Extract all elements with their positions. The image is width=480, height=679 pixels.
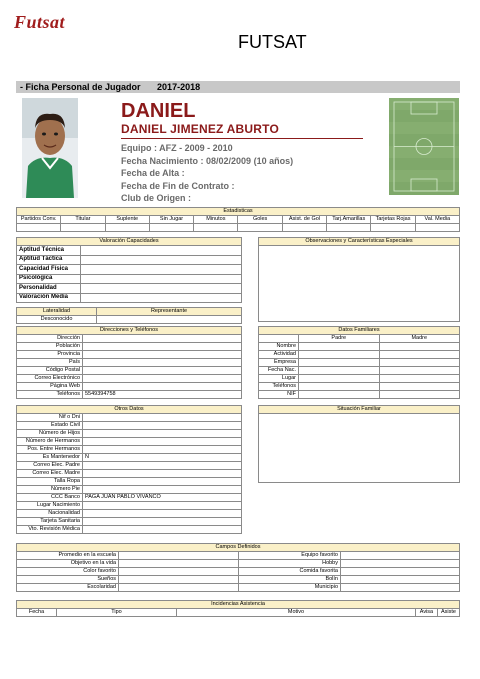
- otros-label: Nacionalidad: [17, 510, 83, 518]
- valoracion-label: Valoración Media: [17, 293, 81, 303]
- otros-label: Es Mantenedor: [17, 454, 83, 462]
- direccion-label: Población: [17, 343, 83, 351]
- direccion-value: [83, 359, 242, 367]
- otros-value: [83, 470, 242, 478]
- otros-label: Tarjeta Sanitaria: [17, 518, 83, 526]
- campo-label: Promedio en la escuela: [17, 552, 119, 560]
- valoracion-label: Psicológica: [17, 274, 81, 284]
- familiar-label: NIF: [259, 391, 299, 399]
- representante-value: [97, 316, 242, 324]
- stat-cell: [238, 224, 282, 232]
- sheet-title-bar: [16, 81, 460, 93]
- direccion-value: [83, 367, 242, 375]
- direcciones-table: [16, 326, 242, 399]
- incidencias-title: Incidencias Asistencia: [17, 601, 460, 609]
- estadisticas-header-row: [17, 216, 460, 224]
- situacion-title: Situación Familiar: [259, 406, 460, 414]
- campo-value: [341, 552, 460, 560]
- valoracion-label: Aptitud Técnica: [17, 246, 81, 256]
- otros-value: [83, 478, 242, 486]
- campo-value: [119, 552, 239, 560]
- familiares-table: [258, 326, 460, 399]
- direccion-value: [83, 335, 242, 343]
- otros-value: [83, 510, 242, 518]
- birthdate-text: Fecha Nacimiento : 08/02/2009 (10 años): [121, 156, 294, 166]
- player-first-name: DANIEL: [121, 100, 196, 122]
- app-title: FUTSAT: [238, 32, 307, 52]
- observaciones-title: Observaciones y Características Especiales: [259, 238, 460, 246]
- valoracion-label: Personalidad: [17, 284, 81, 294]
- otros-value: N: [83, 454, 242, 462]
- otros-value: [83, 462, 242, 470]
- otros-label: Correo Elec. Madre: [17, 470, 83, 478]
- otros-label: Estado Civil: [17, 422, 83, 430]
- otros-value: [83, 518, 242, 526]
- column-header: Tarjetas Rojas: [371, 216, 415, 224]
- campo-label: Equipo favorito: [239, 552, 341, 560]
- campo-value: [119, 560, 239, 568]
- stat-cell: [105, 224, 149, 232]
- familiar-label: Teléfonos: [259, 383, 299, 391]
- column-header: Asiste: [437, 609, 459, 617]
- padre-value: [299, 391, 380, 399]
- otros-label: Pos. Entre Hermanos: [17, 446, 83, 454]
- direccion-label: Código Postal: [17, 367, 83, 375]
- otros-value: PAGA JUAN PABLO VIVANCO: [83, 494, 242, 502]
- campo-value: [119, 576, 239, 584]
- madre-value: [379, 375, 460, 383]
- campo-label: Comida favorita: [239, 568, 341, 576]
- valoracion-value: [81, 265, 242, 275]
- otros-label: Número de Hermanos: [17, 438, 83, 446]
- madre-value: [379, 367, 460, 375]
- valoracion-value: [81, 293, 242, 303]
- familiar-label: Actividad: [259, 351, 299, 359]
- campo-value: [119, 584, 239, 592]
- valoracion-value: [81, 255, 242, 265]
- sheet-title: - Ficha Personal de Jugador: [20, 82, 141, 92]
- column-header: Tipo: [57, 609, 177, 617]
- estadisticas-table: [16, 207, 460, 232]
- valoracion-table: [16, 237, 242, 303]
- observaciones-table: [258, 237, 460, 322]
- column-header: Goles: [238, 216, 282, 224]
- direccion-label: Dirección: [17, 335, 83, 343]
- otros-datos-table: [16, 405, 242, 534]
- padre-header: Padre: [299, 335, 380, 343]
- stat-cell: [327, 224, 371, 232]
- madre-value: [379, 383, 460, 391]
- estadisticas-value-row: [17, 224, 460, 232]
- familiar-label: Empresa: [259, 359, 299, 367]
- otros-value: [83, 414, 242, 422]
- otros-label: Lugar Nacimiento: [17, 502, 83, 510]
- direccion-label: Correo Electrónico: [17, 375, 83, 383]
- valoracion-title: Valoración Capacidades: [17, 238, 242, 246]
- equipo-text: Equipo : AFZ - 2009 - 2010: [121, 143, 233, 153]
- otros-label: Nif o Dni: [17, 414, 83, 422]
- campo-label: Hobby: [239, 560, 341, 568]
- direccion-label: Provincia: [17, 351, 83, 359]
- season-label: 2017-2018: [157, 82, 201, 92]
- column-header: Partidos Conv.: [17, 216, 61, 224]
- stat-cell: [194, 224, 238, 232]
- familiares-title: Datos Familiares: [259, 327, 460, 335]
- valoracion-label: Aptitud Táctica: [17, 255, 81, 265]
- padre-value: [299, 375, 380, 383]
- otros-value: [83, 430, 242, 438]
- column-header: Tarj.Amarillas: [327, 216, 371, 224]
- direccion-value: [83, 343, 242, 351]
- direccion-label: Teléfonos: [17, 391, 83, 399]
- column-header: Asist. de Gol: [282, 216, 326, 224]
- valoracion-value: [81, 246, 242, 256]
- column-header: Minutos: [194, 216, 238, 224]
- stat-cell: [371, 224, 415, 232]
- estadisticas-title: Estadisticas: [17, 208, 460, 216]
- otros-value: [83, 502, 242, 510]
- stat-cell: [149, 224, 193, 232]
- otros-value: [83, 486, 242, 494]
- stat-cell: [282, 224, 326, 232]
- stat-cell: [415, 224, 459, 232]
- alta-text: Fecha de Alta :: [121, 168, 185, 178]
- direccion-value: [83, 383, 242, 391]
- lateralidad-value: Desconocido: [17, 316, 97, 324]
- padre-value: [299, 367, 380, 375]
- futsat-logo: Futsat: [14, 12, 66, 32]
- campos-title: Campos Definidos: [17, 544, 460, 552]
- padre-value: [299, 359, 380, 367]
- field-diagram: [389, 98, 459, 195]
- observaciones-body: [259, 246, 460, 322]
- representante-label: Representante: [97, 308, 242, 316]
- familiar-label: Nombre: [259, 343, 299, 351]
- otros-label: Número de Hijos: [17, 430, 83, 438]
- otros-label: Correo Elec. Padre: [17, 462, 83, 470]
- fin-contrato-text: Fecha de Fin de Contrato :: [121, 181, 235, 191]
- situacion-table: [258, 405, 460, 483]
- player-photo: [22, 98, 78, 198]
- column-header: Fecha: [17, 609, 57, 617]
- valoracion-value: [81, 274, 242, 284]
- otros-title: Otros Datos: [17, 406, 242, 414]
- incidencias-table: [16, 600, 460, 617]
- familiar-label: Fecha Nac.: [259, 367, 299, 375]
- situacion-body: [259, 414, 460, 483]
- madre-value: [379, 351, 460, 359]
- familiares-corner: [259, 335, 299, 343]
- direccion-label: Página Web: [17, 383, 83, 391]
- campo-label: Escolaridad: [17, 584, 119, 592]
- column-header: Motivo: [177, 609, 416, 617]
- padre-value: [299, 383, 380, 391]
- stat-cell: [17, 224, 61, 232]
- direccion-value: [83, 351, 242, 359]
- madre-header: Madre: [379, 335, 460, 343]
- lateralidad-label: Lateralidad: [17, 308, 97, 316]
- column-header: Suplente: [105, 216, 149, 224]
- campo-label: Municipio: [239, 584, 341, 592]
- telefonos-value: 5549394758: [83, 391, 242, 399]
- otros-value: [83, 446, 242, 454]
- otros-value: [83, 422, 242, 430]
- campo-value: [341, 576, 460, 584]
- campo-label: Color favorito: [17, 568, 119, 576]
- column-header: Sin Jugar: [149, 216, 193, 224]
- valoracion-value: [81, 284, 242, 294]
- player-full-name: DANIEL JIMENEZ ABURTO: [121, 122, 279, 136]
- campo-value: [119, 568, 239, 576]
- otros-label: Vto. Revisión Médica: [17, 526, 83, 534]
- padre-value: [299, 351, 380, 359]
- otros-label: Número Pie: [17, 486, 83, 494]
- column-header: Avisa: [415, 609, 437, 617]
- padre-value: [299, 343, 380, 351]
- otros-value: [83, 438, 242, 446]
- otros-value: [83, 526, 242, 534]
- campo-label: Objetivo en la vida: [17, 560, 119, 568]
- campo-label: Sueños: [17, 576, 119, 584]
- direccion-label: País: [17, 359, 83, 367]
- club-origen-text: Club de Origen :: [121, 193, 192, 203]
- campo-value: [341, 584, 460, 592]
- campo-label: Bolín: [239, 576, 341, 584]
- campo-value: [341, 560, 460, 568]
- column-header: Val. Media: [415, 216, 459, 224]
- familiar-label: Lugar: [259, 375, 299, 383]
- campos-table: [16, 543, 460, 592]
- lateralidad-table: [16, 307, 242, 324]
- direcciones-title: Direcciones y Teléfonos: [17, 327, 242, 335]
- direccion-value: [83, 375, 242, 383]
- madre-value: [379, 359, 460, 367]
- madre-value: [379, 391, 460, 399]
- otros-label: Talla Ropa: [17, 478, 83, 486]
- valoracion-label: Capacidad Física: [17, 265, 81, 275]
- madre-value: [379, 343, 460, 351]
- name-divider: [121, 138, 363, 139]
- otros-label: CCC Banco: [17, 494, 83, 502]
- campo-value: [341, 568, 460, 576]
- column-header: Titular: [61, 216, 105, 224]
- stat-cell: [61, 224, 105, 232]
